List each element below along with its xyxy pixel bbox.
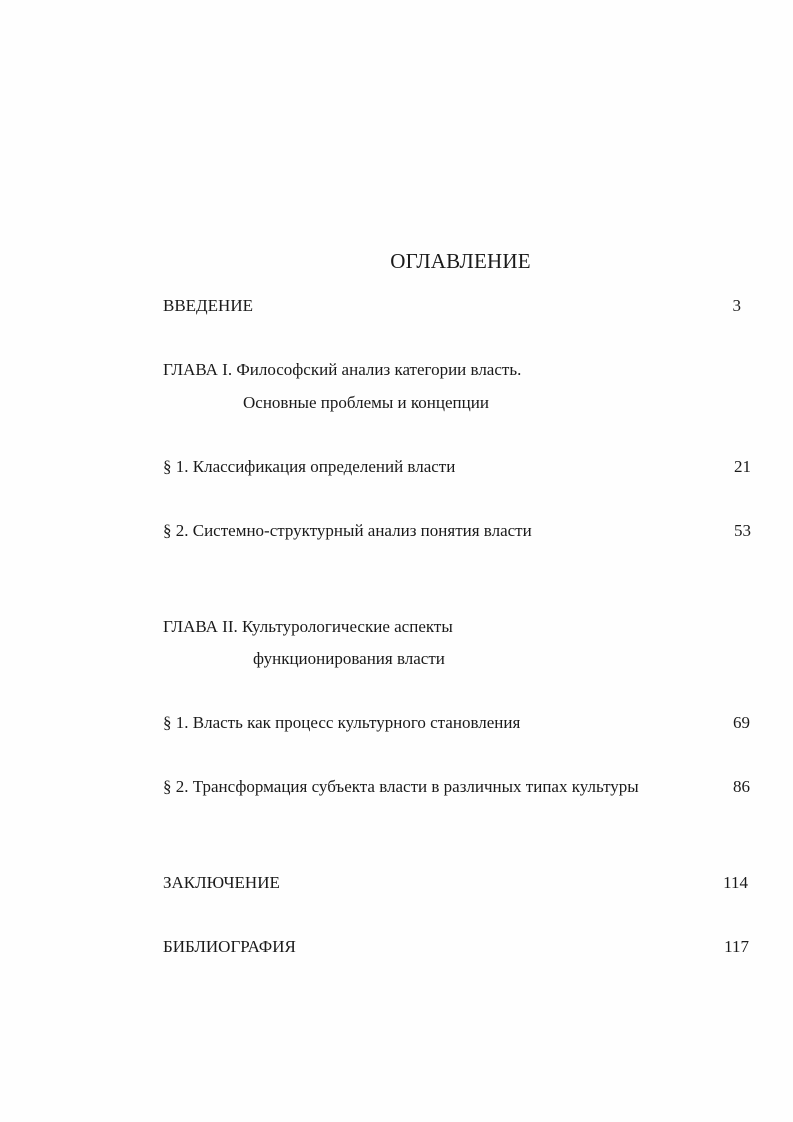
chapter1-title-line2: Основные проблемы и концепции [243,393,489,412]
toc-entry-bibliography-page: 117 [724,937,749,956]
chapter1-section2-page: 53 [734,521,751,540]
toc-entry-bibliography-label: БИБЛИОГРАФИЯ [163,937,296,956]
chapter2-title-line2: функционирования власти [253,649,445,668]
chapter2-section2-label: § 2. Трансформация субъекта власти в различных типах культуры [163,777,639,796]
page-title: ОГЛАВЛЕНИЕ [390,249,531,273]
chapter2-section2-page: 86 [733,777,750,796]
chapter1-section1-label: § 1. Классификация определений власти [163,457,456,476]
chapter1-title-line1: ГЛАВА I. Философский анализ категории власть. [163,360,522,379]
chapter1-section1-page: 21 [734,457,751,476]
toc-entry-conclusion-page: 114 [723,873,748,892]
chapter2-section1-label: § 1. Власть как процесс культурного становления [163,713,521,732]
toc-entry-conclusion-label: ЗАКЛЮЧЕНИЕ [163,873,280,892]
chapter2-section1-page: 69 [733,713,750,732]
chapter1-section2-label: § 2. Системно-структурный анализ понятия власти [163,521,532,540]
toc-entry-intro-page: 3 [732,296,741,315]
chapter2-title-line1: ГЛАВА II. Культурологические аспекты [163,617,453,636]
toc-entry-intro-label: ВВЕДЕНИЕ [163,296,253,315]
